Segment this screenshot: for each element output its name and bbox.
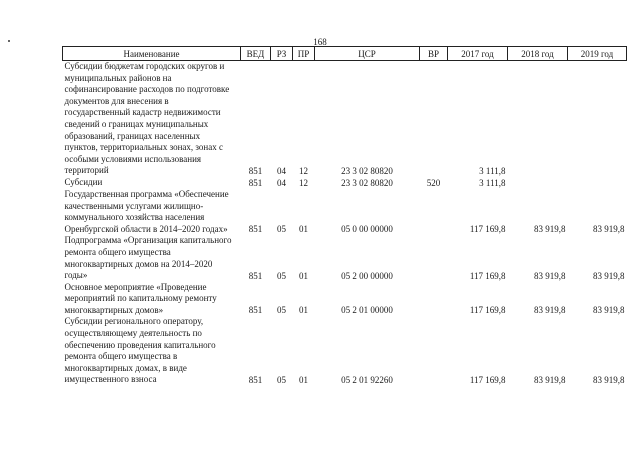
row-name: Субсидии bbox=[64, 177, 103, 188]
row-rz: 05 bbox=[277, 270, 286, 281]
row-ved: 851 bbox=[248, 305, 263, 316]
row-2019 bbox=[568, 177, 627, 189]
row-2019: 83 919,8 bbox=[593, 224, 625, 235]
row-ved: 851 bbox=[248, 270, 263, 281]
row-name: Подпрограмма «Организация капитального ремонта общего имущества многоквартирных домов на 2014–2020 годы» bbox=[64, 235, 232, 281]
col-header-vr: ВР bbox=[420, 47, 448, 61]
col-header-2017: 2017 год bbox=[448, 47, 508, 61]
row-2018: 83 919,8 bbox=[534, 305, 566, 316]
budget-table bbox=[62, 46, 627, 386]
row-ved: 851 bbox=[248, 375, 263, 386]
col-header-name: Наименование bbox=[63, 47, 241, 61]
row-name: Субсидии бюджетам городских округов и муниципальных районов на софинансирование расходов по подготовке документов для внесения в государственный кадастр недвижимости сведений о границах муниципальных образований, границах населенных пунктов, территориальных зонах, зонах с особыми условиями использования территорий bbox=[64, 61, 230, 176]
row-2017: 117 169,8 bbox=[469, 375, 506, 386]
row-rz: 04 bbox=[277, 165, 286, 176]
row-vr bbox=[420, 235, 448, 281]
header-row bbox=[63, 47, 627, 61]
row-2018 bbox=[508, 177, 568, 189]
row-2017: 3 111,8 bbox=[479, 165, 506, 176]
row-2019: 83 919,8 bbox=[593, 270, 625, 281]
table-row bbox=[63, 189, 627, 235]
row-csr: 05 2 01 00000 bbox=[341, 305, 393, 316]
row-name: Основное мероприятие «Проведение мероприятий по капитальному ремонту многоквартирных домов» bbox=[64, 281, 217, 315]
row-csr: 23 3 02 80820 bbox=[341, 177, 393, 188]
row-2017: 117 169,8 bbox=[469, 270, 506, 281]
table-row bbox=[63, 282, 627, 317]
row-2018 bbox=[508, 61, 568, 177]
row-pr: 01 bbox=[299, 375, 308, 386]
row-name: Государственная программа «Обеспечение качественными услугами жилищно-коммунального хозяйства населения Оренбургской области в 2014–2020 годах» bbox=[64, 188, 229, 234]
row-2019: 83 919,8 bbox=[593, 305, 625, 316]
row-csr: 23 3 02 80820 bbox=[341, 165, 393, 176]
col-header-ved: ВЕД bbox=[241, 47, 271, 61]
page-number: 168 bbox=[313, 37, 327, 47]
row-pr: 12 bbox=[299, 165, 308, 176]
row-vr: 520 bbox=[426, 177, 441, 188]
row-vr bbox=[420, 61, 448, 177]
col-header-pr: ПР bbox=[293, 47, 315, 61]
row-rz: 05 bbox=[277, 224, 286, 235]
row-csr: 05 2 00 00000 bbox=[341, 270, 393, 281]
row-rz: 04 bbox=[277, 177, 286, 188]
row-ved: 851 bbox=[248, 177, 263, 188]
row-ved: 851 bbox=[248, 224, 263, 235]
row-2018: 83 919,8 bbox=[534, 375, 566, 386]
col-header-2019: 2019 год bbox=[568, 47, 627, 61]
row-ved: 851 bbox=[248, 165, 263, 176]
row-pr: 01 bbox=[299, 224, 308, 235]
row-2019: 83 919,8 bbox=[593, 375, 625, 386]
table-row bbox=[63, 235, 627, 281]
table-row bbox=[63, 177, 627, 189]
col-header-2018: 2018 год bbox=[508, 47, 568, 61]
row-vr bbox=[420, 316, 448, 386]
row-vr bbox=[420, 189, 448, 235]
table-row bbox=[63, 316, 627, 386]
row-csr: 05 2 01 92260 bbox=[341, 375, 393, 386]
row-2019 bbox=[568, 61, 627, 177]
row-name: Субсидии регионального оператору, осуществляющему деятельность по обеспечению проведения капитального ремонта общего имущества в многоквартирных домах, в виде имущественного взноса bbox=[64, 316, 216, 385]
row-csr: 05 0 00 00000 bbox=[341, 224, 393, 235]
row-pr: 01 bbox=[299, 305, 308, 316]
row-pr: 12 bbox=[299, 177, 308, 188]
row-2017: 117 169,8 bbox=[469, 305, 506, 316]
row-pr: 01 bbox=[299, 270, 308, 281]
row-rz: 05 bbox=[277, 375, 286, 386]
row-2018: 83 919,8 bbox=[534, 270, 566, 281]
row-2017: 117 169,8 bbox=[469, 224, 506, 235]
row-vr bbox=[420, 282, 448, 317]
row-2017: 3 111,8 bbox=[479, 177, 506, 188]
col-header-rz: РЗ bbox=[271, 47, 293, 61]
table-row bbox=[63, 61, 627, 177]
col-header-csr: ЦСР bbox=[315, 47, 420, 61]
row-rz: 05 bbox=[277, 305, 286, 316]
row-2018: 83 919,8 bbox=[534, 224, 566, 235]
